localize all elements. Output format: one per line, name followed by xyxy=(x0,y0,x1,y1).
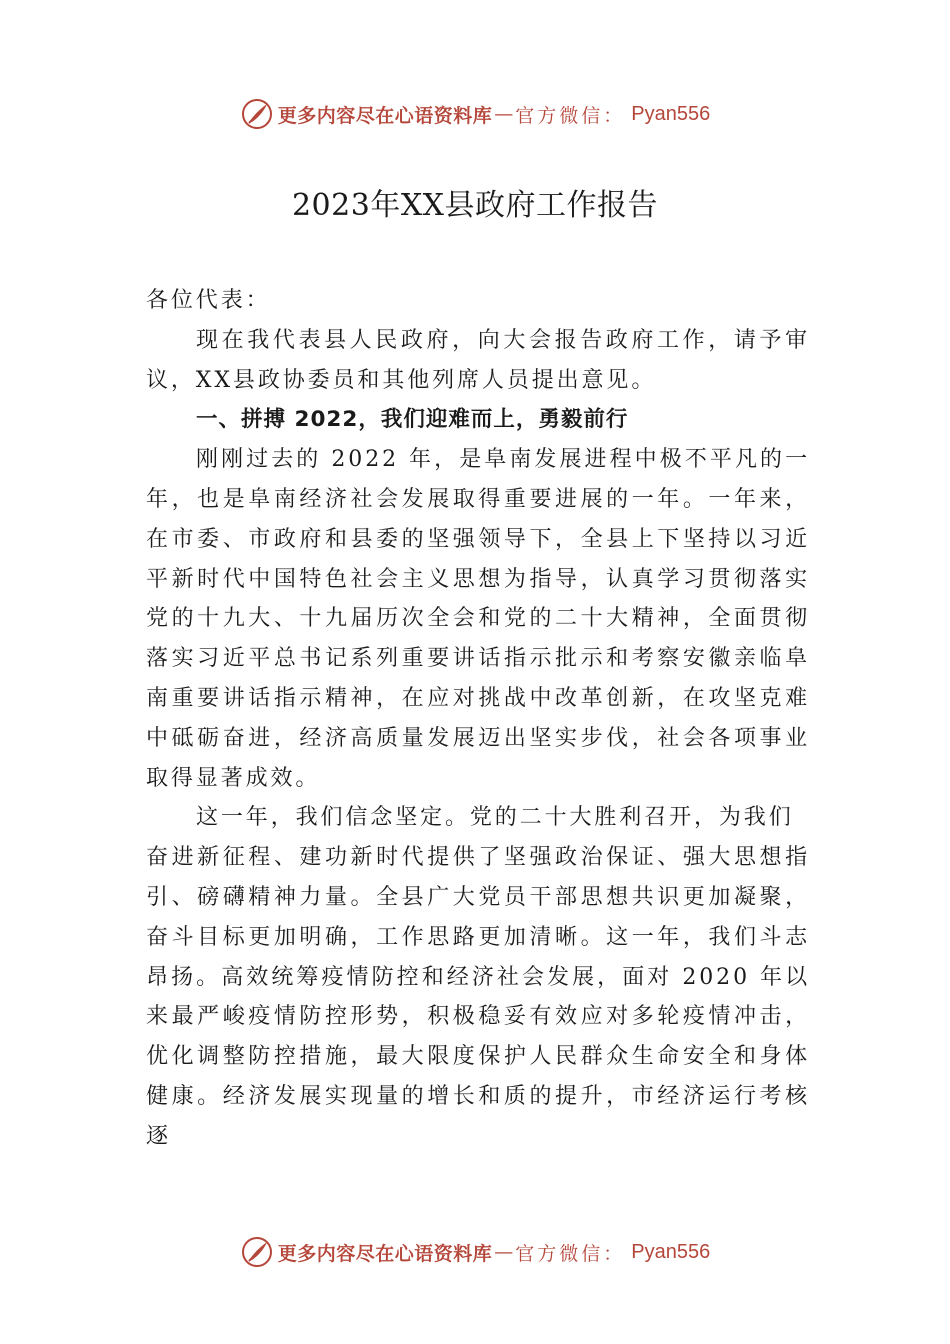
header-watermark-banner xyxy=(0,94,950,134)
quill-logo-icon xyxy=(240,97,274,131)
quill-logo-icon xyxy=(240,1235,274,1269)
footer-watermark-banner xyxy=(0,1232,950,1272)
section-heading: 一、拼搏 2022，我们迎难而上，勇毅前行 xyxy=(196,407,629,433)
banner-separator: — xyxy=(494,1241,514,1263)
paragraph-1: 刚刚过去的 2022 年，是阜南发展进程中极不平凡的一年，也是阜南经济社会发展取得重要进展的一年。一年来， 在市委、市政府和县委的坚强领导下，全县上下坚持以习近平新时代中国特色社会主义思想为指导，认真学习贯彻落实党的十九大、十九届历次全会和党的二十大精神，全面贯彻落实习近平总书记系列重要讲话指示批示和考察安徽亲临阜南重要讲话指示精神，在应对挑战中改革创新，在攻坚克难中砥砺奋进，经济高质量发展迈出坚实步伐，社会各项事业取得显著成效。 xyxy=(146,447,810,791)
paragraph-2-first-line: 这一年，我们信念坚定。党的二十大胜利召开，为我们 xyxy=(196,805,794,831)
banner-wechat-handle: Pyan556 xyxy=(631,102,711,125)
banner-wechat-label: 官方微信： xyxy=(515,1242,626,1265)
salutation: 各位代表： xyxy=(146,288,271,313)
banner-slogan: 更多内容尽在心语资料库 xyxy=(277,104,493,127)
banner-slogan: 更多内容尽在心语资料库 xyxy=(277,1242,493,1265)
banner-wechat-handle: Pyan556 xyxy=(631,1240,711,1263)
document-body xyxy=(146,281,810,1157)
banner-separator: — xyxy=(494,103,514,125)
paragraph-2-continued: 奋进新征程、建功新时代提供了坚强政治保证、强大思想指引、磅礴精神力量。全县广大党员干部思想共识更加凝聚， 奋斗目标更加明确，工作思路更加清晰。这一年，我们斗志昂扬。高效统筹疫情防控和经济社会发展，面对 2020 年以来最严峻疫情防控形势，积极稳妥有效应对多轮疫情冲击，优化调整防控措施，最大限度保护人民群众生命安全和身体健康。经济发展实现量的增长和质的提升，市经济运行考核逐 xyxy=(146,845,810,1149)
document-title: 2023年XX县政府工作报告 xyxy=(291,188,659,223)
banner-wechat-label: 官方微信： xyxy=(515,104,626,127)
intro-paragraph: 现在我代表县人民政府，向大会报告政府工作，请予审议，XX县政协委员和其他列席人员提出意见。 xyxy=(146,327,810,393)
